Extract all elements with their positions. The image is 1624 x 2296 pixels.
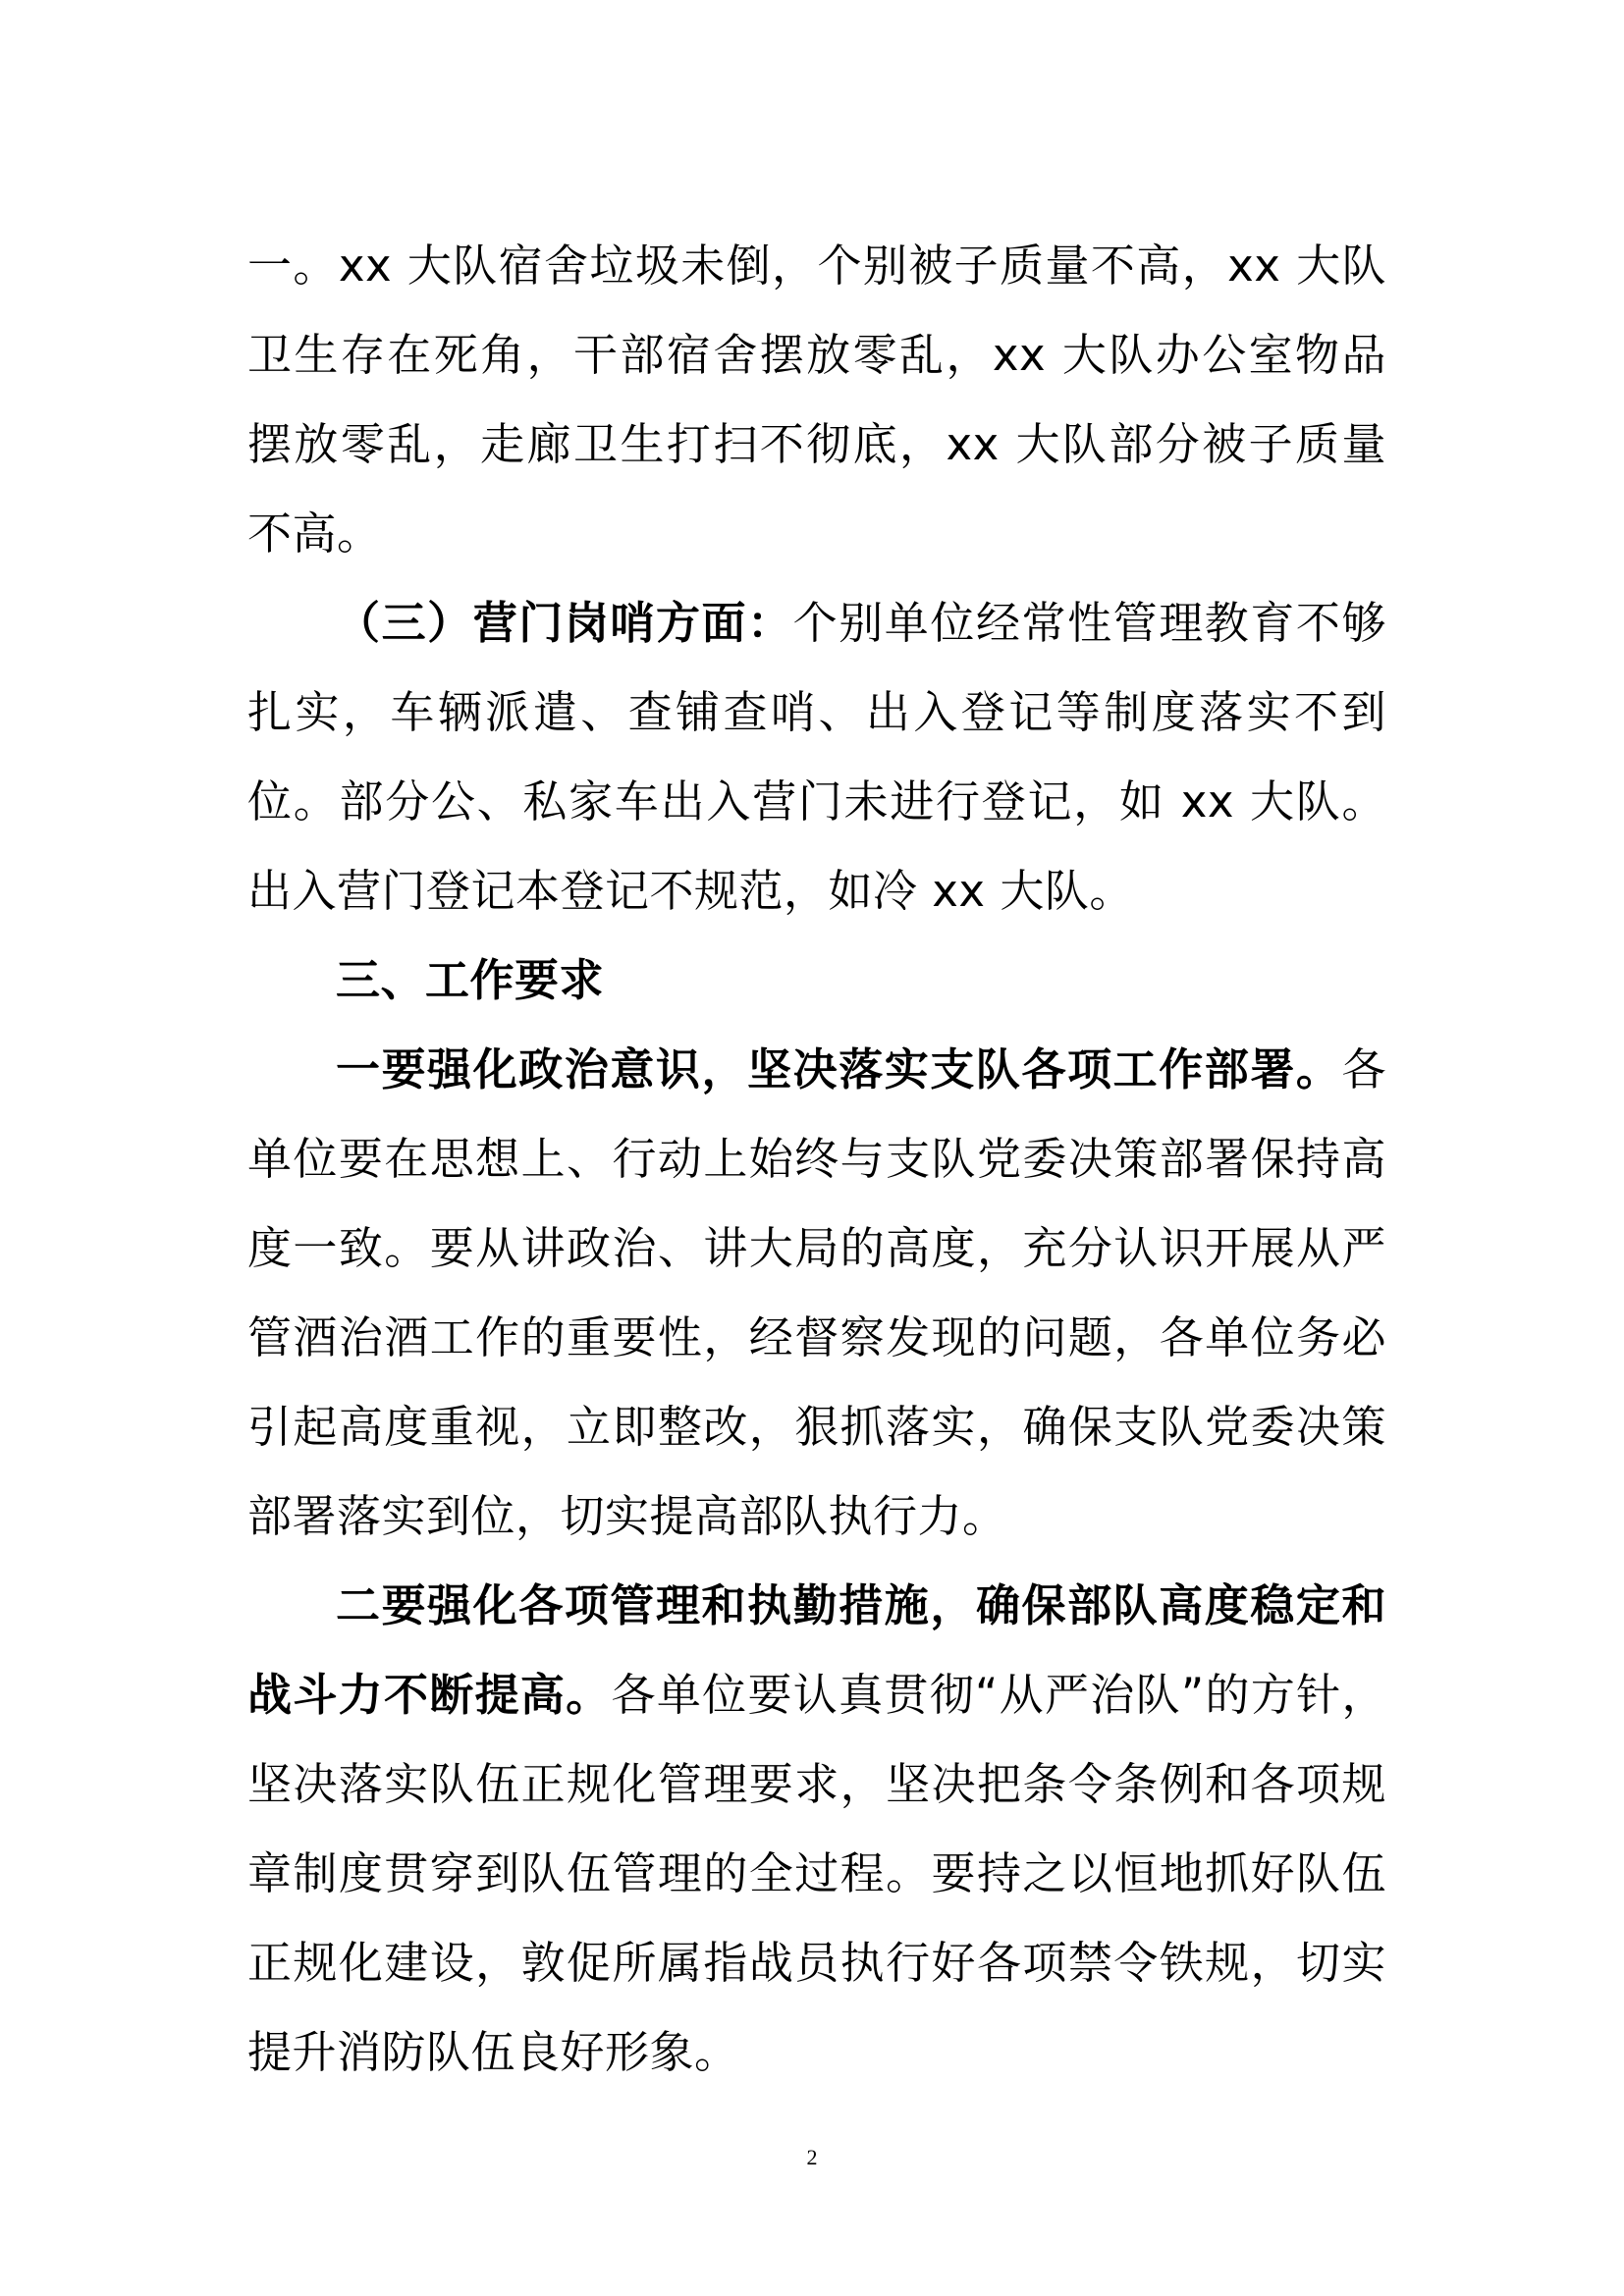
paragraph-text: 个别单位经常性管理教育不够扎实，车辆派遣、查铺查哨、出入登记等制度落实不到位。部分公、私家车出入营门未进行登记，如 xx 大队。出入营门登记本登记不规范，如冷 xx 大队。 xyxy=(247,597,1386,917)
section-heading-work-requirements xyxy=(247,935,1386,1025)
page-number: 2 xyxy=(806,2145,818,2169)
paragraph-text: 各单位要认真贯彻“从严治队”的方针，坚决落实队伍正规化管理要求，坚决把条令条例和各项规章制度贯穿到队伍管理的全过程。要持之以恒地抓好队伍正规化建设，敦促所属指战员执行好各项禁令铁规，切实提升消防队伍良好形象。 xyxy=(247,1669,1386,2078)
paragraph-text: 各单位要在思想上、行动上始终与支队党委决策部署保持高度一致。要从讲政治、讲大局的高度，充分认识开展从严管酒治酒工作的重要性，经督察发现的问题，各单位务必引起高度重视，立即整改，狠抓落实，确保支队党委决策部署落实到位，切实提高部队执行力。 xyxy=(247,1043,1386,1542)
paragraph-gate-sentry xyxy=(247,578,1386,935)
document-body xyxy=(247,221,1386,2097)
section-heading-text: 三、工作要求 xyxy=(336,954,605,1006)
paragraph-lead-heading: 一要强化政治意识，坚决落实支队各项工作部署。 xyxy=(336,1043,1342,1095)
paragraph-management-measures xyxy=(247,1561,1386,2097)
paragraph-political-awareness xyxy=(247,1025,1386,1561)
paragraph-lead-heading: 二要强化各项管理和执勤措施，确保部队高度稳定和战斗力不断提高。 xyxy=(247,1579,1386,1721)
paragraph-text: 一。xx 大队宿舍垃圾未倒，个别被子质量不高，xx 大队卫生存在死角，干部宿舍摆放零乱，xx 大队办公室物品摆放零乱，走廊卫生打扫不彻底，xx 大队部分被子质量不高。 xyxy=(247,240,1386,560)
paragraph-hygiene-continued xyxy=(247,221,1386,578)
paragraph-lead-heading: （三）营门岗哨方面： xyxy=(336,597,793,649)
